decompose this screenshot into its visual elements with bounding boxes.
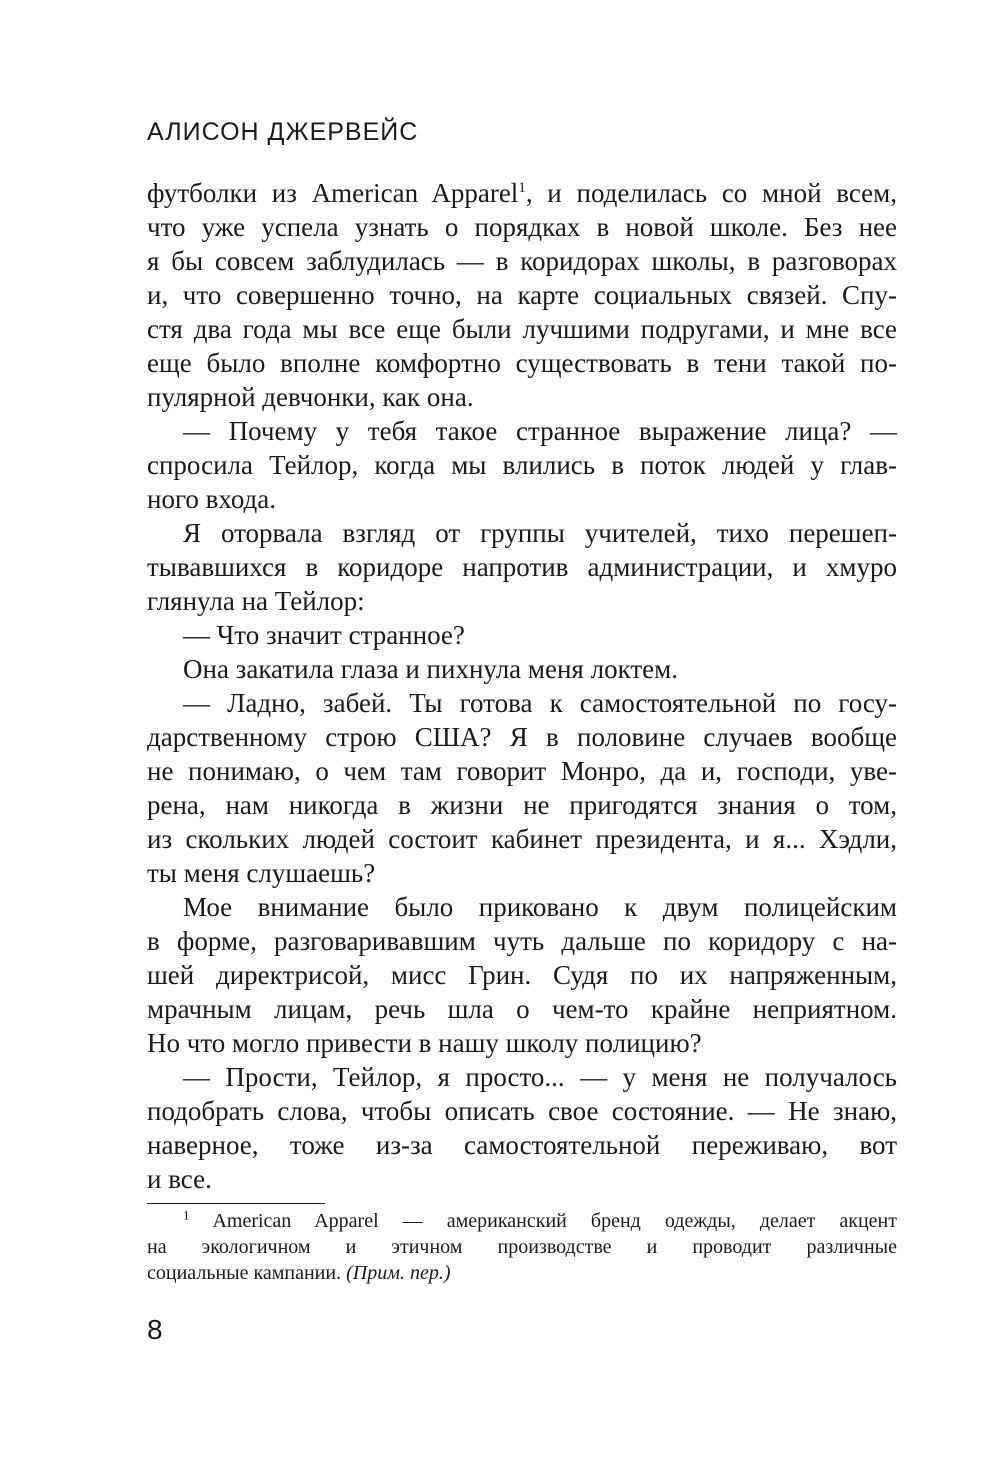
footnote-divider [147,1203,325,1204]
text-line: и все. [147,1164,212,1194]
footnote-reference[interactable]: 1 [518,180,526,196]
text-line: не понимаю, о чем там говорит Монро, да и, господи, уве- [147,756,897,786]
footnote-line [147,1208,897,1234]
text-line: подобрать слова, чтобы описать свое состояние. — Не знаю, [147,1096,897,1126]
text-line: еще было вполне комфортно существовать в тени такой по- [147,348,897,378]
footnote-line [147,1260,897,1286]
text-line: — Прости, Тейлор, я просто... — у меня не получалось [183,1062,897,1092]
text-line: Мое внимание было приковано к двум полицейским [183,892,897,922]
running-head: АЛИСОН ДЖЕРВЕЙС [147,118,419,146]
footnote-text: социальные кампании. [147,1262,342,1284]
text-segment: , и поделилась со мной всем, [525,178,897,208]
text-line: пулярной девчонки, как она. [147,382,474,412]
text-line: я бы совсем заблудилась — в коридорах школы, в разговорах [147,246,897,276]
text-line: спросила Тейлор, когда мы влились в поток людей у глав- [147,450,897,480]
text-line: мрачным лицам, речь шла о чем-то крайне неприятном. [147,994,897,1024]
text-line: стя два года мы все еще были лучшими подругами, и мне все [147,314,897,344]
text-line: — Что значит странное? [183,620,465,650]
text-segment: футболки из American Apparel [147,178,519,208]
text-line: рена, нам никогда в жизни не пригодятся знания о том, [147,790,897,820]
footnote-line: на экологичном и этичном производстве и проводит различные [147,1236,897,1258]
text-line: Но что могло привести в нашу школу полицию? [147,1028,702,1058]
text-line: ты меня слушаешь? [147,858,376,888]
text-line: Она закатила глаза и пихнула меня локтем. [183,654,678,684]
text-line: шей директрисой, мисс Грин. Судя по их напряженным, [147,960,897,990]
text-line: что уже успела узнать о порядках в новой школе. Без нее [147,212,897,242]
text-line [147,176,897,210]
body-text [147,176,897,1196]
text-line: глянула на Тейлор: [147,586,365,616]
text-line: в форме, разговаривавшим чуть дальше по коридору с на- [147,926,897,956]
text-line: из скольких людей состоит кабинет президента, и я... Хэдли, [147,824,897,854]
text-line: дарственному строю США? Я в половине случаев вообще [147,722,897,752]
translator-note: (Прим. пер.) [346,1262,451,1284]
text-line: и, что совершенно точно, на карте социальных связей. Спу- [147,280,897,310]
text-line: тывавшихся в коридоре напротив администрации, и хмуро [147,552,897,582]
text-line: — Почему у тебя такое странное выражение лица? — [183,416,897,446]
text-line: — Ладно, забей. Ты готова к самостоятельной по госу- [183,688,897,718]
text-line: ного входа. [147,484,277,514]
page-number: 8 [147,1314,163,1345]
footnote-number: 1 [183,1207,190,1223]
text-line: наверное, тоже из-за самостоятельной переживаю, вот [147,1130,897,1160]
footnote-text: American Apparel — американский бренд одежды, делает акцент [212,1210,898,1232]
footnote [147,1208,897,1286]
text-line: Я оторвала взгляд от группы учителей, тихо перешеп- [183,518,897,548]
